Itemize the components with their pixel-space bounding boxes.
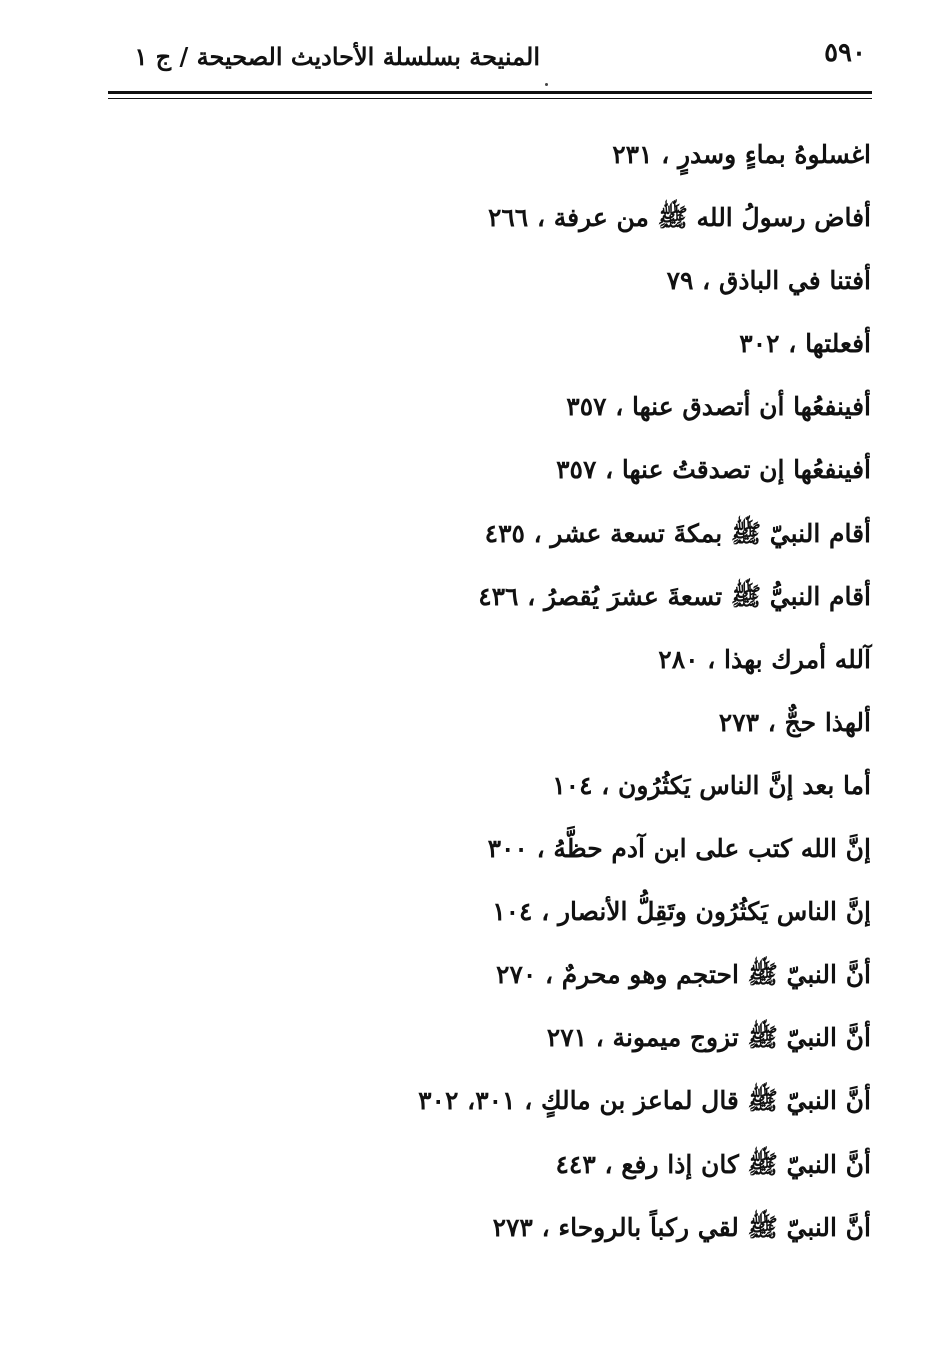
header-rule-thin [108, 98, 872, 99]
index-entry [71, 761, 871, 824]
index-entry-text: أفينفعُها أن أتصدق عنها ، ٣٥٧ [566, 392, 871, 422]
index-entry-text: أنَّ النبيّ ﷺ لقي ركباً بالروحاء ، ٢٧٣ [492, 1212, 871, 1242]
page-header [108, 38, 872, 88]
index-entry-text: أفتنا في الباذق ، ٧٩ [666, 266, 871, 296]
index-entry [71, 130, 871, 193]
index-entry-text: أقام النبيُّ ﷺ تسعةَ عشرَ يُقصرُ ، ٤٣٦ [478, 581, 871, 611]
index-entry-text: أنَّ النبيّ ﷺ تزوج ميمونة ، ٢٧١ [546, 1023, 871, 1053]
index-entry-text: أما بعد إنَّ الناس يَكثُرُون ، ١٠٤ [552, 770, 871, 800]
index-entry-text: اغسلوهُ بماءٍ وسدرٍ ، ٢٣١ [612, 140, 871, 169]
index-entry-text: ألهذا حجٌّ ، ٢٧٣ [718, 707, 871, 737]
index-entry [71, 1203, 871, 1266]
index-entry [71, 887, 871, 950]
index-entry [71, 635, 871, 698]
index-entry [71, 1140, 871, 1203]
index-entry-text: أفاض رسولُ الله ﷺ من عرفة ، ٢٦٦ [487, 203, 871, 233]
index-entry-text: أنَّ النبيّ ﷺ قال لماعز بن مالكٍ ، ٣٠١، ٣٠٢ [418, 1086, 871, 1116]
index-entry-text: إنَّ الله كتب على ابن آدم حظَّهُ ، ٣٠٠ [487, 834, 871, 864]
index-entry [71, 1076, 871, 1139]
index-entry-text: أنَّ النبيّ ﷺ احتجم وهو محرمٌ ، ٢٧٠ [496, 960, 871, 990]
index-entry [71, 572, 871, 635]
index-entry [71, 950, 871, 1013]
index-entry [71, 445, 871, 508]
index-entry [71, 256, 871, 319]
running-title: المنيحة بسلسلة الأحاديث الصحيحة / ج ١ [134, 42, 540, 71]
index-entry-text: إنَّ الناس يَكثُرُون وتَقِلُّ الأنصار ، ١٠٤ [492, 897, 871, 927]
index-entry [71, 1013, 871, 1076]
index-entry [71, 509, 871, 572]
index-entry [71, 193, 871, 256]
index-entry-text: أفعلتها ، ٣٠٢ [739, 329, 871, 359]
header-rule-thick [108, 91, 872, 94]
index-entry [71, 698, 871, 761]
index-entry [71, 382, 871, 445]
scan-speck [545, 83, 548, 86]
index-entry-list [71, 130, 871, 1266]
index-entry [71, 319, 871, 382]
index-entry [71, 824, 871, 887]
index-entry-text: أفينفعُها إن تصدقتُ عنها ، ٣٥٧ [556, 455, 871, 485]
index-entry-text: أقام النبيّ ﷺ بمكةَ تسعة عشر ، ٤٣٥ [484, 518, 871, 548]
page-number: ٥٩٠ [824, 38, 866, 68]
index-entry-text: أنَّ النبيّ ﷺ كان إذا رفع ، ٤٤٣ [555, 1149, 871, 1179]
index-entry-text: آلله أمرك بهذا ، ٢٨٠ [658, 644, 871, 674]
